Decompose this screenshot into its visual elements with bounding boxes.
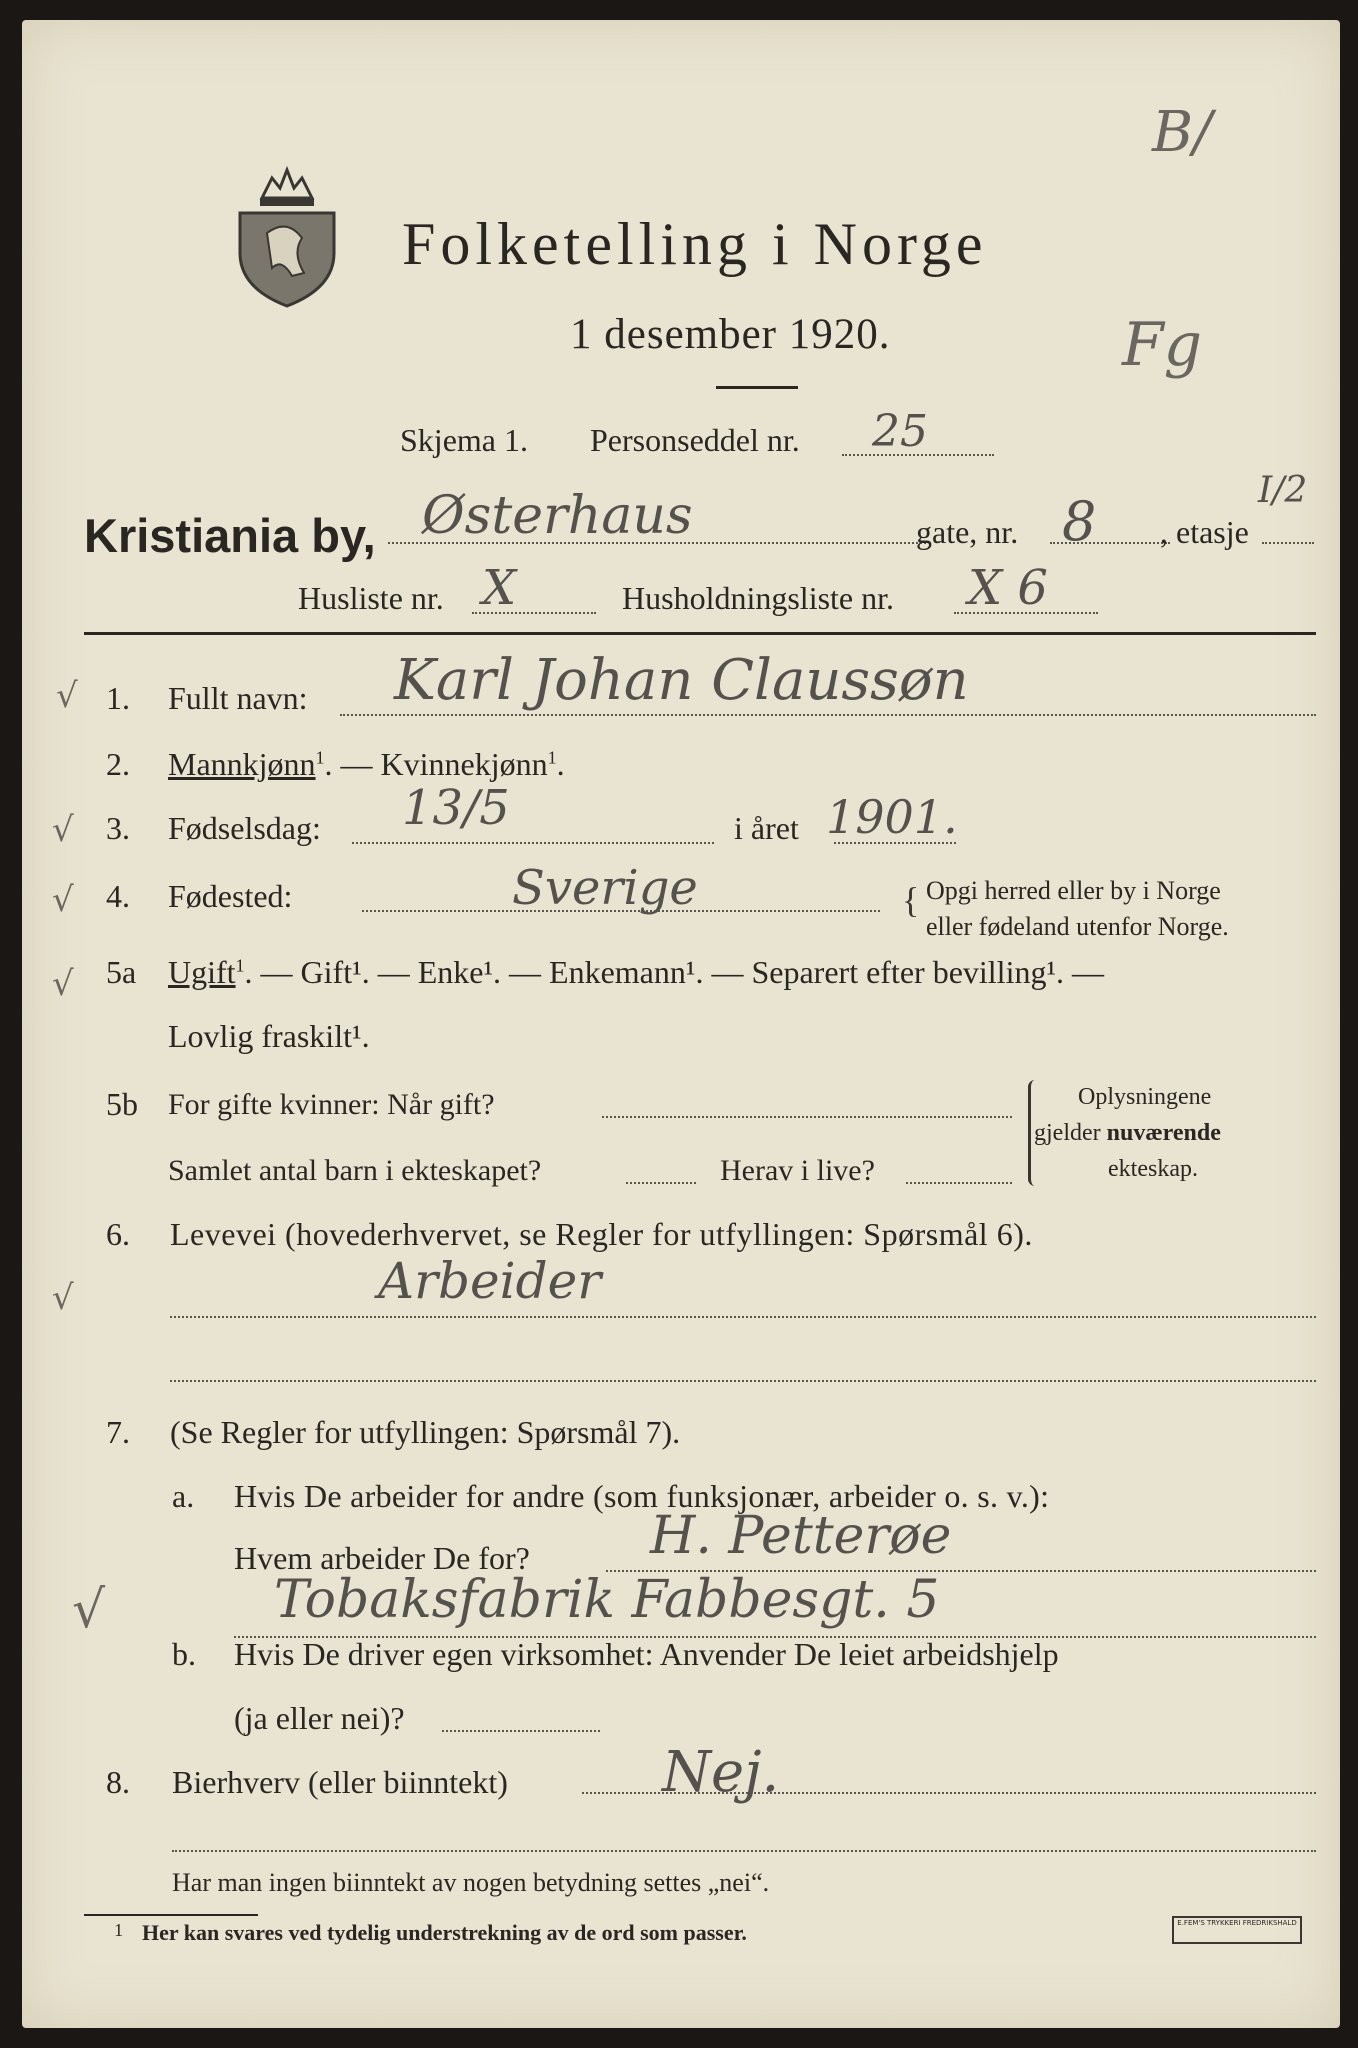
check-mark-icon: √ <box>52 880 74 920</box>
q3-label: Fødselsdag: <box>168 810 321 846</box>
etasje-label: , etasje <box>1160 514 1249 550</box>
q5b-alive-label: Herav i live? <box>720 1154 875 1187</box>
q7a-who-label: Hvem arbeider De for? <box>234 1540 530 1576</box>
census-form <box>22 20 1340 2028</box>
footer-note: Har man ingen biinntekt av nogen betydning settes „nei“. <box>172 1868 770 1897</box>
husliste-value[interactable]: X <box>482 560 517 616</box>
corner-mark: B/ <box>1152 100 1213 165</box>
census-date: 1 desember 1920. <box>570 311 891 358</box>
street-value[interactable]: Østerhaus <box>422 486 693 546</box>
husholdning-value[interactable]: X 6 <box>968 560 1048 616</box>
employer-value[interactable]: H. Petterøe <box>650 1506 952 1566</box>
corner-mark-2: Fg <box>1122 310 1203 380</box>
q1-number: 1. <box>106 680 130 716</box>
q5b-number: 5b <box>106 1086 138 1122</box>
husholdning-label: Husholdningsliste nr. <box>622 580 895 616</box>
q4-number: 4. <box>106 878 130 914</box>
q5b-note-1: Oplysningene <box>1078 1084 1212 1110</box>
q5b-note-3: ekteskap. <box>1108 1156 1198 1182</box>
footnote-divider <box>84 1914 258 1916</box>
brace-icon: { <box>902 880 920 920</box>
header-divider <box>84 632 1316 635</box>
personseddel-label: Personseddel nr. <box>590 422 800 458</box>
q5b-children-label: Samlet antal barn i ekteskapet? <box>168 1154 542 1187</box>
q2-sex-options: Mannkjønn$^1$. — Kvinnekjønn$^1$. <box>168 746 565 782</box>
q7b-letter: b. <box>172 1636 196 1672</box>
q1-label: Fullt navn: <box>168 680 308 716</box>
personseddel-value[interactable]: 25 <box>872 406 928 457</box>
gate-nr-value[interactable]: 8 <box>1062 490 1097 553</box>
unmarried-option[interactable]: Ugift <box>168 954 236 990</box>
q5a-options: Ugift$^1$. — Gift¹. — Enke¹. — Enkemann¹. — Separert efter bevilling¹. — <box>168 954 1105 990</box>
occupation-value[interactable]: Arbeider <box>378 1252 602 1310</box>
coat-of-arms-icon <box>232 158 342 308</box>
q4-note-2: eller fødeland utenfor Norge. <box>926 912 1229 941</box>
printer-stamp: E.FEM'S TRYKKERI FREDRIKSHALD <box>1172 1916 1302 1944</box>
gate-label: gate, nr. <box>916 514 1019 550</box>
city-label: Kristiania by, <box>84 509 376 562</box>
q7a-text: Hvis De arbeider for andre (som funksjonær, arbeider o. s. v.): <box>234 1478 1050 1514</box>
full-name-value[interactable]: Karl Johan Claussøn <box>394 648 969 713</box>
q4-label: Fødested: <box>168 878 293 914</box>
schema-label: Skjema 1. <box>400 422 528 458</box>
birth-year-value[interactable]: 1901. <box>826 790 958 844</box>
q2-number: 2. <box>106 746 130 782</box>
check-mark-icon: √ <box>56 676 78 716</box>
q7-number: 7. <box>106 1414 130 1450</box>
q6-label: Levevei (hovederhvervet, se Regler for utfyllingen: Spørsmål 6). <box>170 1216 1033 1252</box>
check-mark-icon: √ <box>72 1580 106 1640</box>
q5b-label: For gifte kvinner: Når gift? <box>168 1088 495 1121</box>
q7a-letter: a. <box>172 1478 195 1514</box>
husliste-label: Husliste nr. <box>298 580 444 616</box>
male-option[interactable]: Mannkjønn <box>168 746 316 782</box>
female-option[interactable]: Kvinnekjønn <box>380 746 548 782</box>
birthplace-value[interactable]: Sverige <box>512 860 698 916</box>
check-mark-icon: √ <box>52 1278 74 1318</box>
side-income-value[interactable]: Nej. <box>662 1740 780 1805</box>
q3-number: 3. <box>106 810 130 846</box>
q8-label: Bierhverv (eller biinntekt) <box>172 1764 508 1800</box>
q7-label: (Se Regler for utfyllingen: Spørsmål 7). <box>170 1414 681 1450</box>
footnote: Her kan svares ved tydelig understrekning av de ord som passer. <box>142 1920 747 1945</box>
employer-address-value[interactable]: Tobaksfabrik Fabbesgt. 5 <box>274 1570 940 1630</box>
year-label: i året <box>734 810 799 846</box>
q5a-options-line2: Lovlig fraskilt¹. <box>168 1018 370 1054</box>
q8-number: 8. <box>106 1764 130 1800</box>
form-title: Folketelling i Norge <box>402 211 988 277</box>
q7b-text: Hvis De driver egen virksomhet: Anvender De leiet arbeidshjelp <box>234 1636 1059 1672</box>
q6-number: 6. <box>106 1216 130 1252</box>
etasje-value[interactable]: I/2 <box>1258 470 1308 511</box>
q7b-text-2: (ja eller nei)? <box>234 1700 405 1736</box>
title-divider <box>716 386 798 389</box>
q5b-note-2: gjelder nuværende <box>1034 1120 1221 1146</box>
q4-note-1: Opgi herred eller by i Norge <box>926 876 1221 905</box>
check-mark-icon: √ <box>52 810 74 850</box>
footnote-marker: 1 <box>114 1920 124 1940</box>
birthday-value[interactable]: 13/5 <box>402 780 510 836</box>
check-mark-icon: √ <box>52 964 74 1004</box>
q5a-number: 5a <box>106 954 137 990</box>
